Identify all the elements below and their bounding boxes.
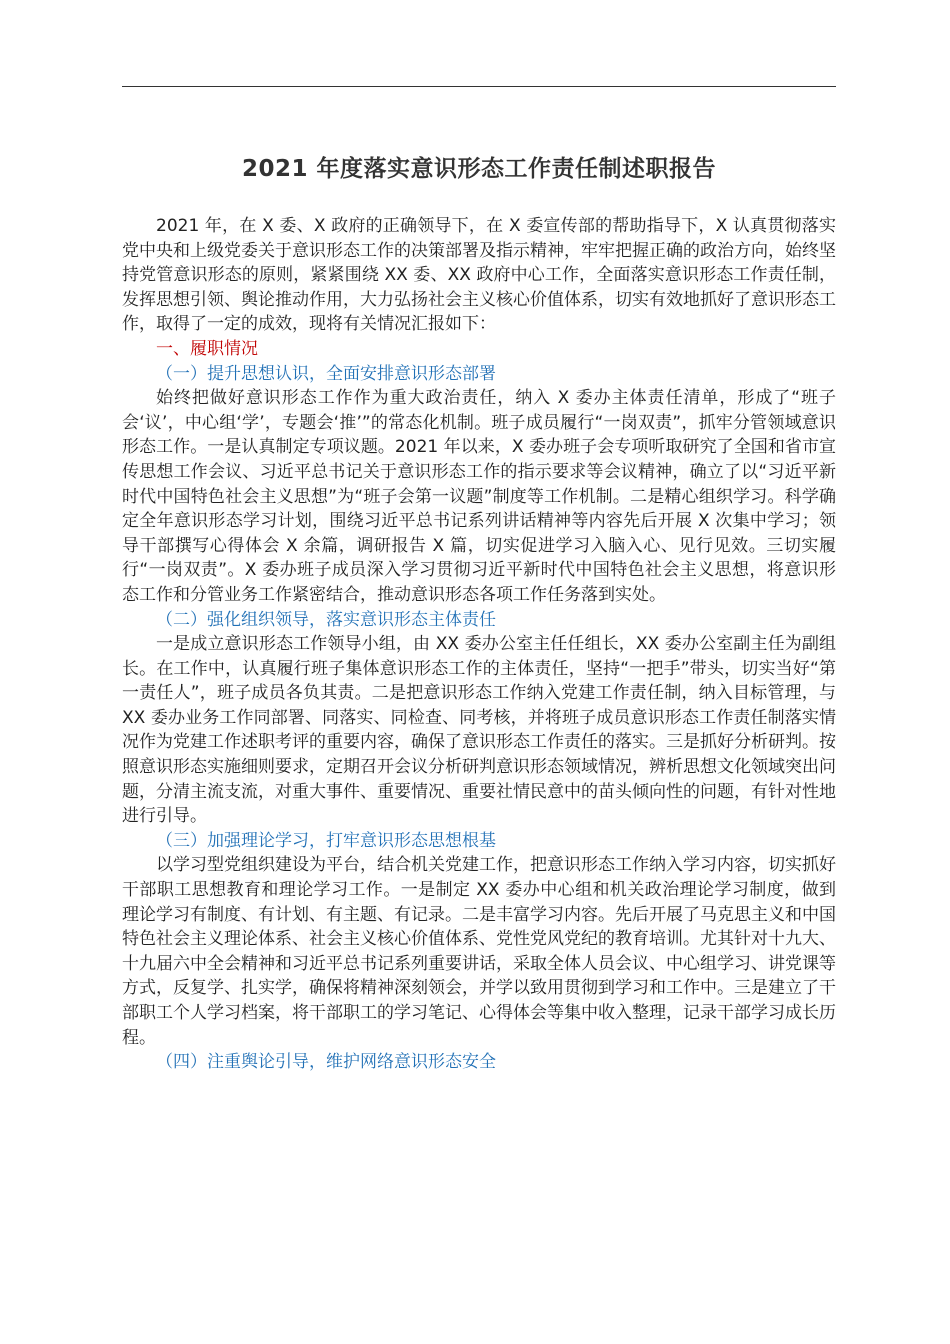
subsection-paragraph-2: 一是成立意识形态工作领导小组，由 XX 委办公室主任任组长，XX 委办公室副主任为副组长。在工作中，认真履行班子集体意识形态工作的主体责任，坚持“一把手”带头，切实当好“第一责任人”，班子成员各负其责。二是把意识形态工作纳入党建工作责任制，纳入目标管理，与 XX 委办业务工作同部署、同落实、同检查、同考核，并将班子成员意识形态工作责任制落实情况作为党建工作述职考评的重要内容，确保了意识形态工作责任的落实。三是抓好分析研判。按照意识形态实施细则要求，定期召开会议分析研判意识形态领域情况，辨析思想文化领域突出问题，分清主流支流，对重大事件、重要情况、重要社情民意中的苗头倾向性的问题，有针对性地进行引导。	[122, 634, 836, 827]
subsection-heading-4: （四）注重舆论引导，维护网络意识形态安全	[156, 1052, 496, 1073]
document-body	[122, 150, 836, 1075]
subsection-heading-2: （二）强化组织领导，落实意识形态主体责任	[156, 609, 496, 630]
intro-paragraph: 2021 年，在 X 委、X 政府的正确领导下，在 X 委宣传部的帮助指导下，X 认真贯彻落实党中央和上级党委关于意识形态工作的决策部署及指示精神，牢牢把握正确的政治方向，始终坚持党管意识形态的原则，紧紧围绕 XX 委、XX 政府中心工作，全面落实意识形态工作责任制，发挥思想引领、舆论推动作用，大力弘扬社会主义核心价值体系，切实有效地抓好了意识形态工作，取得了一定的成效，现将有关情况汇报如下：	[122, 216, 836, 335]
header-rule	[122, 86, 836, 87]
document-title: 2021 年度落实意识形态工作责任制述职报告	[241, 156, 717, 182]
section-heading-1: 一、履职情况	[156, 338, 258, 359]
subsection-heading-1: （一）提升思想认识，全面安排意识形态部署	[156, 363, 496, 384]
subsection-paragraph-3: 以学习型党组织建设为平台，结合机关党建工作，把意识形态工作纳入学习内容，切实抓好干部职工思想教育和理论学习工作。一是制定 XX 委办中心组和机关政治理论学习制度，做到理论学习有制度、有计划、有主题、有记录。二是丰富学习内容。先后开展了马克思主义和中国特色社会主义理论体系、社会主义核心价值体系、党性党风党纪的教育培训。尤其针对十九大、十九届六中全会精神和习近平总书记系列重要讲话，采取全体人员会议、中心组学习、讲党课等方式，反复学、扎实学，确保将精神深刻领会，并学以致用贯彻到学习和工作中。三是建立了干部职工个人学习档案，将干部职工的学习笔记、心得体会等集中收入整理，记录干部学习成长历程。	[122, 855, 836, 1048]
subsection-heading-3: （三）加强理论学习，打牢意识形态思想根基	[156, 830, 496, 851]
subsection-paragraph-1: 始终把做好意识形态工作作为重大政治责任，纳入 X 委办主体责任清单，形成了“班子会‘议’，中心组‘学’，专题会‘推’”的常态化机制。班子成员履行“一岗双责”，抓牢分管领域意识形态工作。一是认真制定专项议题。2021 年以来，X 委办班子会专项听取研究了全国和省市宣传思想工作会议、习近平总书记关于意识形态工作的指示要求等会议精神，确立了以“习近平新时代中国特色社会主义思想”为“班子会第一议题”制度等工作机制。二是精心组织学习。科学确定全年意识形态学习计划，围绕习近平总书记系列讲话精神等内容先后开展 X 次集中学习；领导干部撰写心得体会 X 余篇，调研报告 X 篇，切实促进学习入脑入心、见行见效。三切实履行“一岗双责”。X 委办班子成员深入学习贯彻习近平新时代中国特色社会主义思想，将意识形态工作和分管业务工作紧密结合，推动意识形态各项工作任务落到实处。	[122, 388, 836, 605]
